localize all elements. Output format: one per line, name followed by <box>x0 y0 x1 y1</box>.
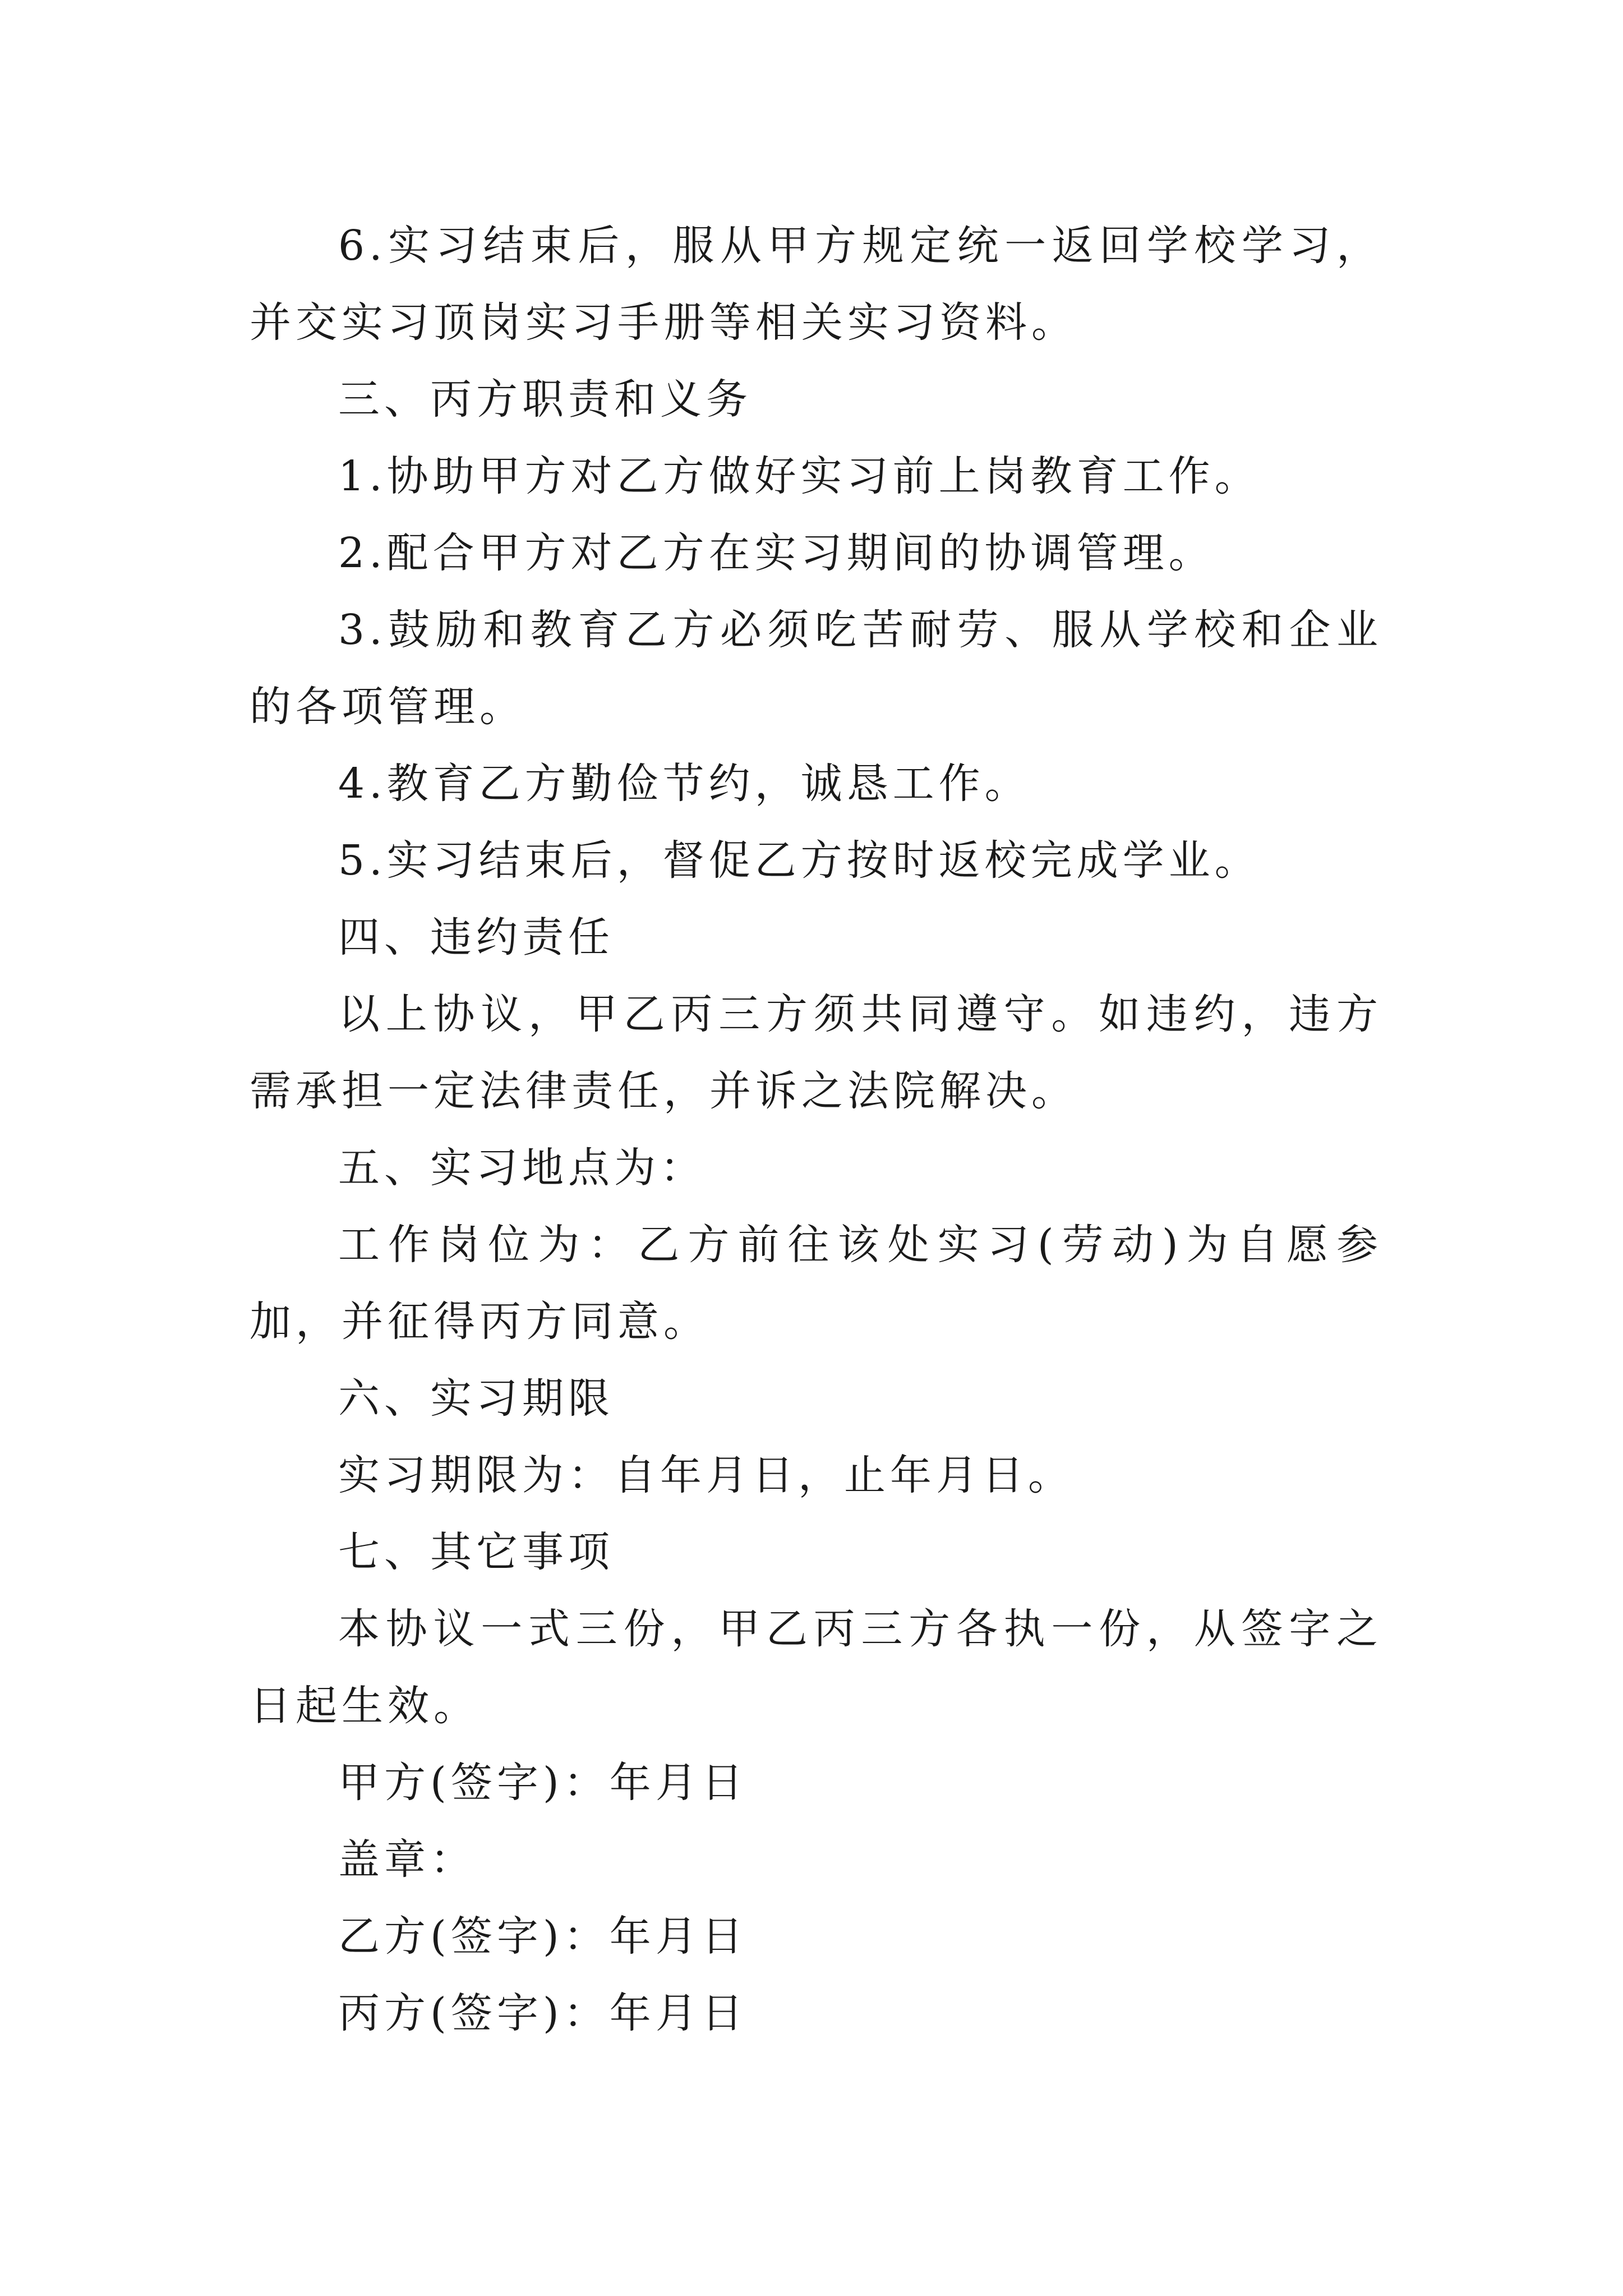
party-c-duty-3: 3.鼓励和教育乙方必须吃苦耐劳、服从学校和企业的各项管理。 <box>250 606 1382 731</box>
party-c-duty-5: 5.实习结束后，督促乙方按时返校完成学业。 <box>338 836 1261 885</box>
internship-period-text: 实习期限为：自年月日，止年月日。 <box>338 1451 1074 1499</box>
party-c-signature-line: 丙方(签字)：年月日 <box>338 1989 748 2037</box>
job-position-text: 工作岗位为：乙方前往该处实习(劳动)为自愿参加，并征得丙方同意。 <box>250 1221 1382 1346</box>
breach-liability-text: 以上协议，甲乙丙三方须共同遵守。如违约，违方需承担一定法律责任，并诉之法院解决。 <box>250 990 1382 1115</box>
seal-line: 盖章： <box>338 1835 476 1884</box>
section-heading-internship-period: 六、实习期限 <box>338 1374 614 1423</box>
other-matters-text: 本协议一式三份，甲乙丙三方各执一份，从签字之日起生效。 <box>250 1605 1382 1730</box>
section-heading-party-c-duties: 三、丙方职责和义务 <box>338 375 752 424</box>
clause-6-return-to-school: 6.实习结束后，服从甲方规定统一返回学校学习，并交实习顶岗实习手册等相关实习资料。 <box>250 222 1382 347</box>
section-heading-internship-location: 五、实习地点为： <box>338 1144 706 1192</box>
party-c-duty-4: 4.教育乙方勤俭节约，诚恳工作。 <box>338 760 1031 808</box>
party-c-duty-1: 1.协助甲方对乙方做好实习前上岗教育工作。 <box>338 452 1261 500</box>
section-heading-breach-liability: 四、违约责任 <box>338 913 614 961</box>
party-b-signature-line: 乙方(签字)：年月日 <box>338 1912 748 1961</box>
section-heading-other-matters: 七、其它事项 <box>338 1528 614 1576</box>
document-body <box>250 208 1382 2052</box>
party-c-duty-2: 2.配合甲方对乙方在实习期间的协调管理。 <box>338 529 1215 577</box>
party-a-signature-line: 甲方(签字)：年月日 <box>338 1759 748 1807</box>
